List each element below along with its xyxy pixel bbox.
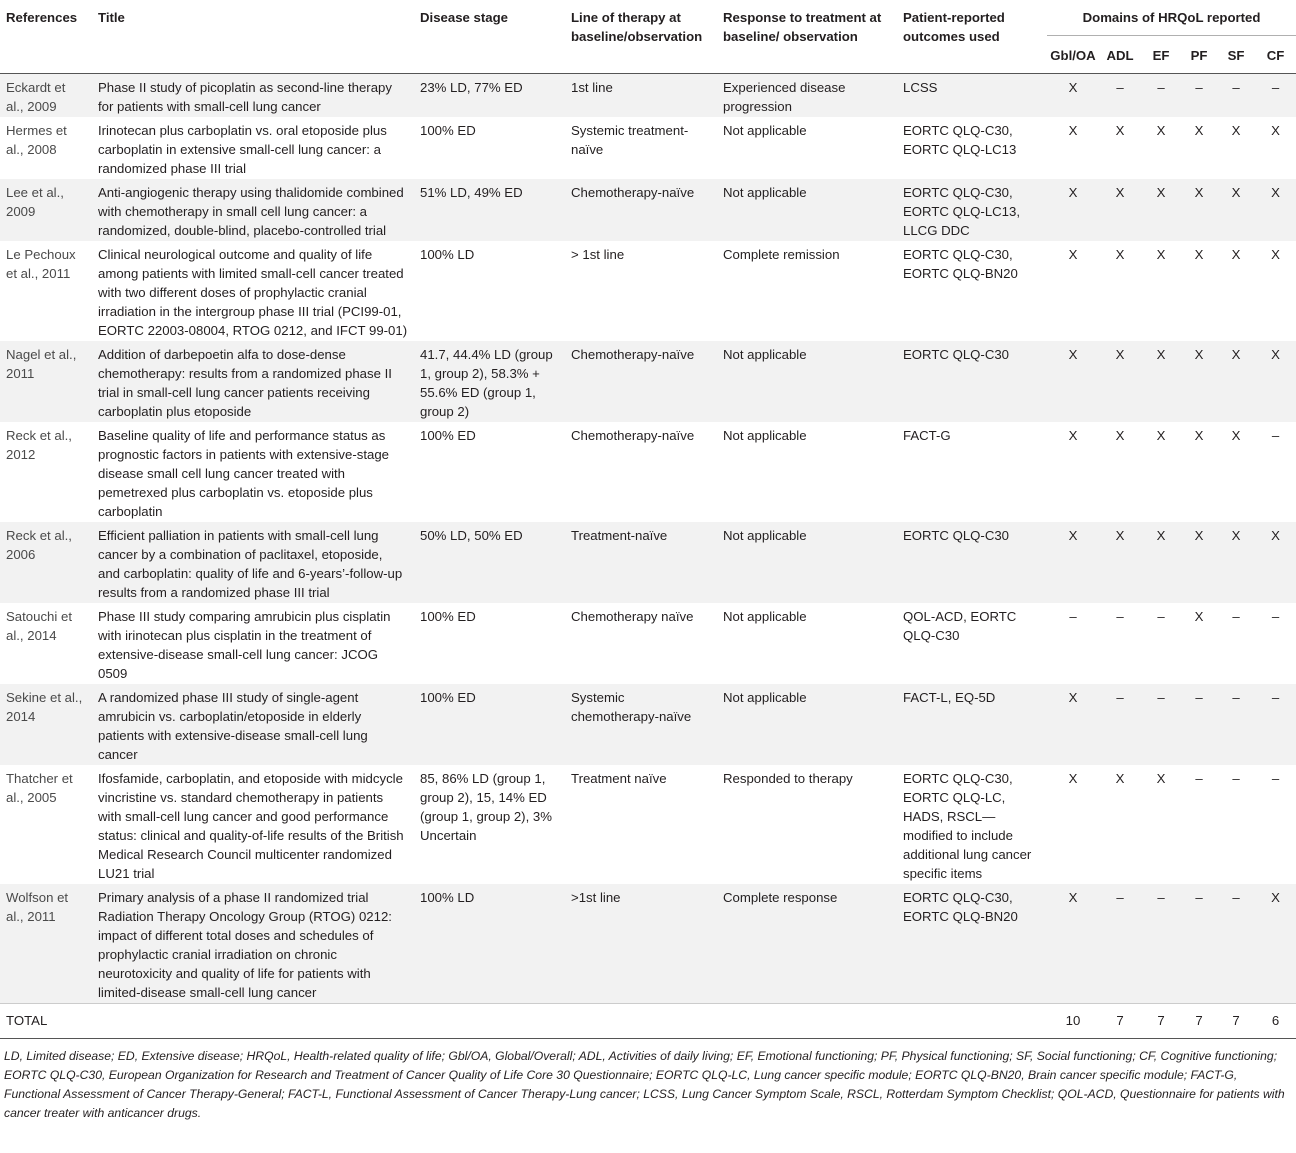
total-value: 7	[1181, 1004, 1217, 1039]
total-value: 7	[1217, 1004, 1255, 1039]
cell-reference: Thatcher et al., 2005	[6, 771, 73, 805]
header-line-of-therapy: Line of therapy at baseline/observation	[565, 0, 717, 74]
table-row	[0, 684, 1296, 765]
cell-disease-stage: 100% ED	[420, 690, 476, 705]
cell-domain-mark: X	[1231, 185, 1241, 200]
cell-title: Addition of darbepoetin alfa to dose-dense chemotherapy: results from a randomized phase II trial in small-cell lung cancer patients receiving carboplatin plus etoposide	[98, 347, 392, 419]
cell-pro: LCSS	[903, 80, 938, 95]
cell-disease-stage: 100% ED	[420, 428, 476, 443]
cell-line-of-therapy: Systemic chemotherapy-naïve	[571, 690, 692, 724]
cell-domain-mark: X	[1115, 123, 1125, 138]
total-empty-cell	[92, 1004, 414, 1039]
table-row	[0, 884, 1296, 1004]
cell-response: Complete response	[723, 890, 838, 905]
cell-reference: Sekine et al., 2014	[6, 690, 83, 724]
cell-domain-mark: X	[1194, 347, 1204, 362]
cell-domain-mark: X	[1194, 609, 1204, 624]
cell-reference: Le Pechoux et al., 2011	[6, 247, 76, 281]
cell-domain-mark: X	[1156, 347, 1166, 362]
cell-pro: EORTC QLQ-C30, EORTC QLQ-LC13	[903, 123, 1017, 157]
header-domain-adl: ADL	[1099, 36, 1141, 74]
cell-reference: Lee et al., 2009	[6, 185, 64, 219]
cell-domain-mark: –	[1271, 428, 1280, 443]
header-domain-pf: PF	[1181, 36, 1217, 74]
cell-domain-mark: X	[1194, 247, 1204, 262]
cell-domain-mark: –	[1271, 771, 1280, 786]
table-row	[0, 241, 1296, 341]
cell-response: Responded to therapy	[723, 771, 853, 786]
table-row	[0, 117, 1296, 179]
cell-domain-mark: –	[1232, 609, 1240, 624]
cell-domain-mark: X	[1231, 347, 1241, 362]
cell-pro: EORTC QLQ-C30, EORTC QLQ-LC, HADS, RSCL—modified to include additional lung cancer specific items	[903, 771, 1032, 881]
header-response: Response to treatment at baseline/ observation	[717, 0, 897, 74]
cell-domain-mark: X	[1231, 247, 1241, 262]
cell-domain-mark: X	[1231, 123, 1241, 138]
cell-response: Not applicable	[723, 347, 807, 362]
table-row	[0, 765, 1296, 884]
cell-response: Not applicable	[723, 185, 807, 200]
table-row	[0, 422, 1296, 522]
cell-reference: Reck et al., 2012	[6, 428, 72, 462]
cell-disease-stage: 100% LD	[420, 890, 475, 905]
cell-domain-mark: –	[1157, 609, 1165, 624]
header-title: Title	[92, 0, 414, 74]
cell-domain-mark: –	[1232, 80, 1240, 95]
cell-domain-mark: X	[1156, 428, 1166, 443]
cell-title: Irinotecan plus carboplatin vs. oral etoposide plus carboplatin in extensive small-cell lung cancer: a randomized phase III trial	[98, 123, 387, 176]
total-value: 7	[1099, 1004, 1141, 1039]
cell-domain-mark: X	[1068, 690, 1078, 705]
cell-domain-mark: X	[1156, 123, 1166, 138]
cell-domain-mark: X	[1156, 528, 1166, 543]
cell-disease-stage: 51% LD, 49% ED	[420, 185, 523, 200]
cell-domain-mark: X	[1068, 428, 1078, 443]
total-value: 10	[1047, 1004, 1099, 1039]
cell-title: Primary analysis of a phase II randomized trial Radiation Therapy Oncology Group (RTOG) 0212: impact of different total doses and schedules of prophylactic cranial irradiation on chronic neurotoxicity and quality of life for patients with limited-disease small-cell lung cancer	[98, 890, 392, 1000]
cell-domain-mark: X	[1068, 247, 1078, 262]
total-value: 6	[1255, 1004, 1296, 1039]
cell-domain-mark: X	[1194, 428, 1204, 443]
cell-domain-mark: X	[1194, 528, 1204, 543]
header-domain-sf: SF	[1217, 36, 1255, 74]
cell-domain-mark: –	[1195, 890, 1203, 905]
cell-pro: EORTC QLQ-C30, EORTC QLQ-LC13, LLCG DDC	[903, 185, 1021, 238]
cell-response: Not applicable	[723, 528, 807, 543]
table-row	[0, 522, 1296, 603]
cell-response: Not applicable	[723, 123, 807, 138]
cell-disease-stage: 50% LD, 50% ED	[420, 528, 523, 543]
table-row	[0, 603, 1296, 684]
cell-domain-mark: X	[1271, 247, 1280, 262]
total-empty-cell	[717, 1004, 897, 1039]
cell-domain-mark: X	[1115, 771, 1125, 786]
cell-disease-stage: 41.7, 44.4% LD (group 1, group 2), 58.3% + 55.6% ED (group 1, group 2)	[420, 347, 553, 419]
total-label: TOTAL	[0, 1004, 92, 1039]
cell-response: Complete remission	[723, 247, 840, 262]
cell-line-of-therapy: Chemotherapy-naïve	[571, 185, 695, 200]
total-empty-cell	[897, 1004, 1047, 1039]
cell-line-of-therapy: > 1st line	[571, 247, 625, 262]
cell-domain-mark: –	[1157, 890, 1165, 905]
cell-reference: Reck et al., 2006	[6, 528, 72, 562]
cell-domain-mark: –	[1271, 690, 1280, 705]
cell-domain-mark: X	[1231, 428, 1241, 443]
cell-domain-mark: –	[1195, 690, 1203, 705]
cell-domain-mark: X	[1115, 528, 1125, 543]
cell-domain-mark: X	[1271, 347, 1280, 362]
cell-pro: FACT-G	[903, 428, 951, 443]
cell-domain-mark: –	[1157, 80, 1165, 95]
cell-response: Not applicable	[723, 428, 807, 443]
cell-pro: EORTC QLQ-C30	[903, 347, 1010, 362]
cell-domain-mark: X	[1068, 528, 1078, 543]
cell-domain-mark: –	[1116, 690, 1124, 705]
cell-title: Phase III study comparing amrubicin plus cisplatin with irinotecan plus cisplatin in the treatment of extensive-disease small-cell lung cancer: JCOG 0509	[98, 609, 391, 681]
total-value: 7	[1141, 1004, 1181, 1039]
cell-domain-mark: X	[1068, 890, 1078, 905]
cell-reference: Eckardt et al., 2009	[6, 80, 66, 114]
cell-pro: EORTC QLQ-C30	[903, 528, 1010, 543]
cell-title: Clinical neurological outcome and quality of life among patients with limited small-cell cancer treated with two different doses of prophylactic cranial irradiation in the intergroup phase III trial (PCI99-01, EORTC 22003-08004, RTOG 0212, and IFCT 99-01)	[98, 247, 408, 338]
cell-domain-mark: X	[1068, 347, 1078, 362]
total-empty-cell	[414, 1004, 565, 1039]
cell-pro: EORTC QLQ-C30, EORTC QLQ-BN20	[903, 247, 1018, 281]
cell-title: Anti-angiogenic therapy using thalidomide combined with chemotherapy in small cell lung cancer: a randomized, double-blind, placebo-controlled trial	[98, 185, 404, 238]
cell-disease-stage: 85, 86% LD (group 1, group 2), 15, 14% ED (group 1, group 2), 3% Uncertain	[420, 771, 552, 843]
cell-domain-mark: X	[1194, 123, 1204, 138]
cell-title: Baseline quality of life and performance status as prognostic factors in patients with extensive-stage disease small cell lung cancer treated with pemetrexed plus carboplatin vs. etoposide plus carboplatin	[98, 428, 390, 519]
cell-response: Experienced disease progression	[723, 80, 846, 114]
cell-domain-mark: –	[1232, 690, 1240, 705]
cell-domain-mark: –	[1116, 80, 1124, 95]
cell-line-of-therapy: 1st line	[571, 80, 613, 95]
cell-reference: Satouchi et al., 2014	[6, 609, 72, 643]
cell-domain-mark: X	[1231, 528, 1241, 543]
table-footnote: LD, Limited disease; ED, Extensive disease; HRQoL, Health-related quality of life; Gbl/OA, Global/Overall; ADL, Activities of daily living; EF, Emotional functioning; PF, Physical functioning; SF, Social functioning; CF, Cognitive functioning; EORTC QLQ-C30, European Organization for Research and Treatment of Cancer Quality of Life Core 30 Questionnaire; EORTC QLQ-LC, Lung cancer specific module; EORTC QLQ-BN20, Brain cancer specific module; FACT-G, Functional Assessment of Cancer Therapy-General; FACT-L, Functional Assessment of Cancer Therapy-Lung cancer; LCSS, Lung Cancer Symptom Scale, RSCL, Rotterdam Symptom Checklist; QOL-ACD, Questionnaire for patients with cancer treater with anticancer drugs.	[4, 1049, 1285, 1120]
cell-domain-mark: –	[1195, 80, 1203, 95]
cell-domain-mark: X	[1271, 123, 1280, 138]
cell-domain-mark: X	[1271, 185, 1280, 200]
cell-line-of-therapy: Systemic treatment-naïve	[571, 123, 689, 157]
cell-disease-stage: 100% ED	[420, 123, 476, 138]
cell-line-of-therapy: Treatment naïve	[571, 771, 667, 786]
header-domain-cf: CF	[1255, 36, 1296, 74]
cell-reference: Hermes et al., 2008	[6, 123, 67, 157]
cell-domain-mark: –	[1271, 80, 1280, 95]
cell-response: Not applicable	[723, 609, 807, 624]
header-pro: Patient-reported outcomes used	[897, 0, 1047, 74]
cell-disease-stage: 100% LD	[420, 247, 475, 262]
cell-domain-mark: X	[1194, 185, 1204, 200]
cell-title: Efficient palliation in patients with small-cell lung cancer by a combination of paclitaxel, etoposide, and carboplatin: quality of life and 6-years’-follow-up results from a randomized phase III trial	[98, 528, 403, 600]
header-domain-gbl-oa: Gbl/OA	[1047, 36, 1099, 74]
cell-title: A randomized phase III study of single-agent amrubicin vs. carboplatin/etoposide in elderly patients with extensive-disease small-cell lung cancer	[98, 690, 368, 762]
cell-domain-mark: X	[1271, 890, 1280, 905]
header-disease-stage: Disease stage	[414, 0, 565, 74]
table-row	[0, 74, 1296, 118]
total-empty-cell	[565, 1004, 717, 1039]
cell-domain-mark: –	[1116, 609, 1124, 624]
cell-disease-stage: 23% LD, 77% ED	[420, 80, 523, 95]
header-domains: Domains of HRQoL reported	[1047, 0, 1296, 36]
cell-pro: FACT-L, EQ-5D	[903, 690, 996, 705]
cell-domain-mark: –	[1232, 890, 1240, 905]
cell-domain-mark: X	[1156, 185, 1166, 200]
cell-domain-mark: –	[1232, 771, 1240, 786]
cell-line-of-therapy: Chemotherapy-naïve	[571, 428, 695, 443]
cell-domain-mark: X	[1115, 185, 1125, 200]
cell-reference: Wolfson et al., 2011	[6, 890, 69, 924]
cell-reference: Nagel et al., 2011	[6, 347, 77, 381]
cell-line-of-therapy: Treatment-naïve	[571, 528, 668, 543]
cell-line-of-therapy: Chemotherapy-naïve	[571, 347, 695, 362]
cell-domain-mark: X	[1115, 347, 1125, 362]
cell-line-of-therapy: >1st line	[571, 890, 621, 905]
header-domain-ef: EF	[1141, 36, 1181, 74]
cell-domain-mark: –	[1069, 609, 1077, 624]
cell-domain-mark: X	[1068, 771, 1078, 786]
cell-domain-mark: X	[1156, 247, 1166, 262]
table-row	[0, 179, 1296, 241]
cell-domain-mark: –	[1116, 890, 1124, 905]
cell-line-of-therapy: Chemotherapy naïve	[571, 609, 694, 624]
cell-domain-mark: X	[1068, 123, 1078, 138]
cell-domain-mark: –	[1271, 609, 1280, 624]
header-references: References	[0, 0, 92, 74]
cell-domain-mark: X	[1068, 80, 1078, 95]
cell-domain-mark: X	[1068, 185, 1078, 200]
cell-domain-mark: X	[1156, 771, 1166, 786]
cell-domain-mark: X	[1271, 528, 1280, 543]
cell-disease-stage: 100% ED	[420, 609, 476, 624]
table-row	[0, 341, 1296, 422]
cell-domain-mark: –	[1157, 690, 1165, 705]
total-row	[0, 1004, 1296, 1039]
cell-pro: EORTC QLQ-C30, EORTC QLQ-BN20	[903, 890, 1018, 924]
cell-domain-mark: X	[1115, 428, 1125, 443]
cell-pro: QOL-ACD, EORTC QLQ-C30	[903, 609, 1017, 643]
cell-domain-mark: X	[1115, 247, 1125, 262]
cell-title: Ifosfamide, carboplatin, and etoposide with midcycle vincristine vs. standard chemotherapy in patients with small-cell lung cancer and good performance status: clinical and quality-of-life results of the British Medical Research Council multicenter randomized LU21 trial	[98, 771, 404, 881]
cell-title: Phase II study of picoplatin as second-line therapy for patients with small-cell lung cancer	[98, 80, 392, 114]
cell-response: Not applicable	[723, 690, 807, 705]
cell-domain-mark: –	[1195, 771, 1203, 786]
